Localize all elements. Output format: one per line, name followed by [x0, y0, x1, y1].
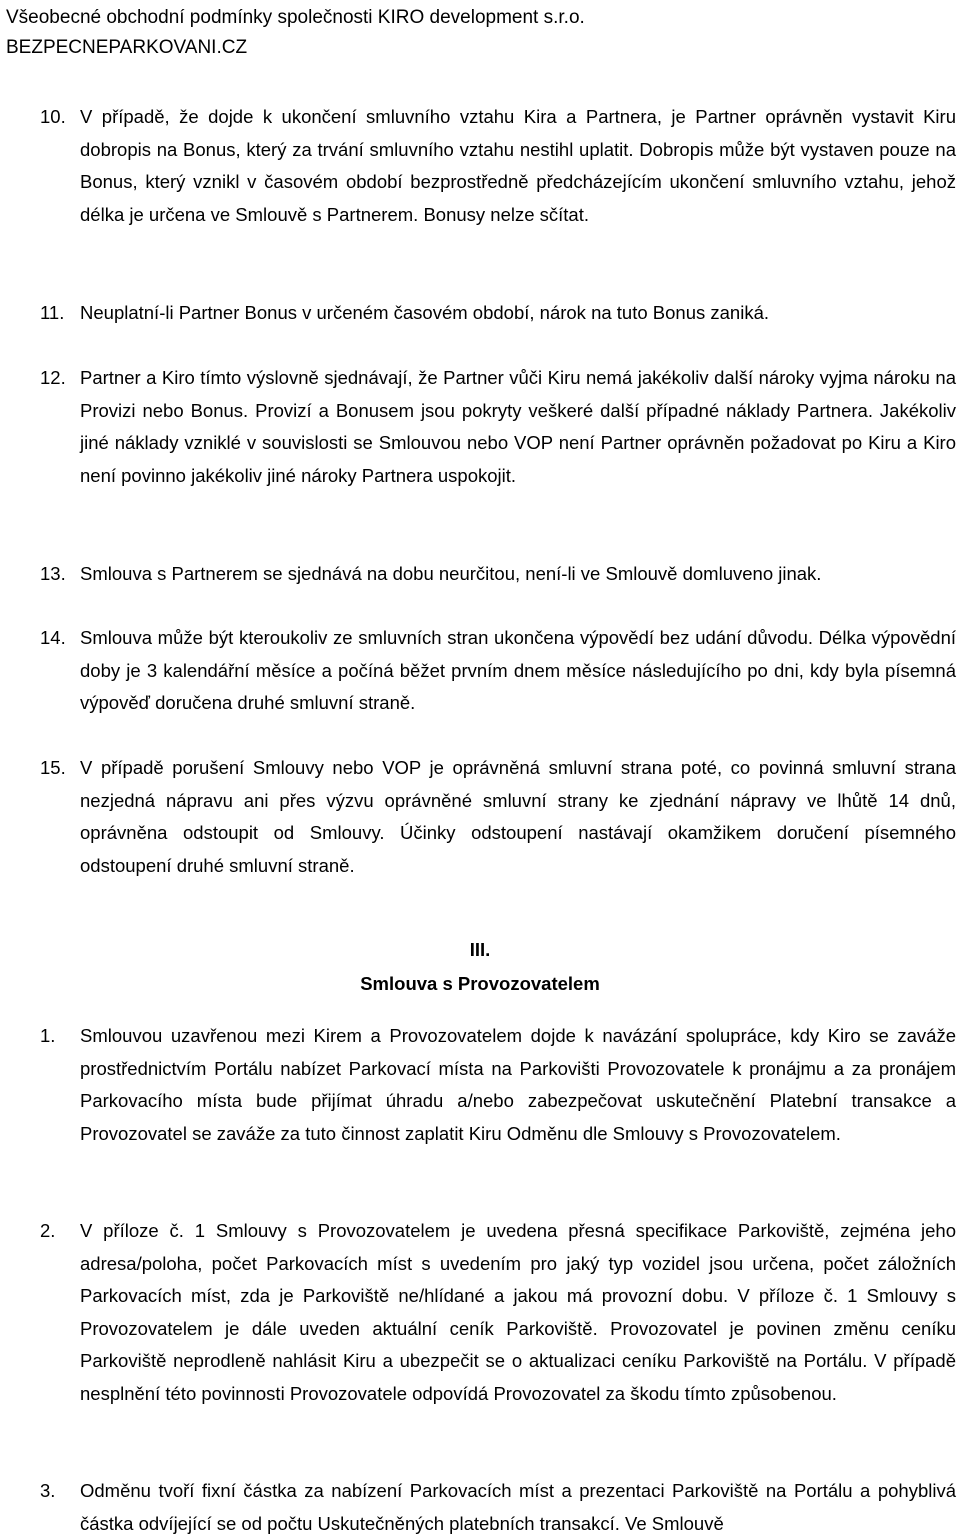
clause-text: V případě porušení Smlouvy nebo VOP je oprávněná smluvní strana poté, co povinná smluvní strana nezjedná nápravu ani přes výzvu oprávněné smluvní strany ke zjednání nápravy ve lhůtě 14 dnů, oprávněna odstoupit od Smlouvy. Účinky odstoupení nastávají okamžikem doručení písemného odstoupení druhé smluvní straně.: [80, 757, 956, 876]
clause-13: [40, 558, 956, 591]
clause-14: [40, 622, 956, 720]
section-title: Smlouva s Provozovatelem: [360, 973, 600, 994]
clause-15: [40, 752, 956, 882]
clause-number: 15.: [40, 757, 66, 778]
header-title: Všeobecné obchodní podmínky společnosti KIRO development s.r.o.: [6, 7, 585, 28]
section-numeral: III.: [469, 939, 491, 960]
section-heading: [0, 933, 960, 1001]
clause-text: Smlouva s Partnerem se sjednává na dobu neurčitou, není-li ve Smlouvě domluveno jinak.: [80, 563, 822, 584]
clause-number: 12.: [40, 367, 66, 388]
header-subtitle: BEZPECNEPARKOVANI.CZ: [6, 37, 248, 58]
clause-text: Odměnu tvoří fixní částka za nabízení Parkovacích míst a prezentaci Parkoviště na Portálu a pohyblivá částka odvíjející se od počtu Uskutečněných platebních transakcí. Ve Smlouvě: [80, 1480, 956, 1534]
clause-number: 13.: [40, 563, 66, 584]
clause-number: 1.: [40, 1025, 56, 1046]
clause-number: 3.: [40, 1480, 56, 1501]
clause-12: [40, 362, 956, 492]
clause-11: [40, 297, 956, 330]
document-header: [6, 3, 585, 63]
clause-text: V příloze č. 1 Smlouvy s Provozovatelem je uvedena přesná specifikace Parkoviště, zejména jeho adresa/poloha, počet Parkovacích míst s uvedením pro jaký typ vozidel jsou určena, počet záložních Parkovacích míst, zda je Parkoviště ne/hlídané a jakou má provozní dobu. V příloze č. 1 Smlouvy s Provozovatelem je dále uveden aktuální ceník Parkoviště. Provozovatel je povinen změnu ceníku Parkoviště neprodleně nahlásit Kiru a ubezpečit se o aktualizaci ceníku Parkoviště na Portálu. V případě nesplnění této povinnosti Provozovatele odpovídá Provozovatel za škodu tímto způsobenou.: [80, 1220, 956, 1404]
clause-number: 14.: [40, 627, 66, 648]
section3-clause-3: [40, 1475, 956, 1540]
clause-number: 10.: [40, 106, 66, 127]
clause-number: 2.: [40, 1220, 56, 1241]
clause-number: 11.: [40, 302, 65, 323]
clause-text: Neuplatní-li Partner Bonus v určeném časovém období, nárok na tuto Bonus zaniká.: [80, 302, 769, 323]
clause-text: Smlouva může být kteroukoliv ze smluvních stran ukončena výpovědí bez udání důvodu. Délka výpovědní doby je 3 kalendářní měsíce a počíná běžet prvním dnem měsíce následujícího po dni, kdy byla písemná výpověď doručena druhé smluvní straně.: [80, 627, 956, 714]
clause-text: Partner a Kiro tímto výslovně sjednávají, že Partner vůči Kiru nemá jakékoliv další nároky vyjma nároku na Provizi nebo Bonus. Provizí a Bonusem jsou pokryty veškeré další případné náklady Partnera. Jakékoliv jiné náklady vzniklé v souvislosti se Smlouvou nebo VOP není Partner oprávněn požadovat po Kiru a Kiro není povinno jakékoliv jiné nároky Partnera uspokojit.: [80, 367, 956, 486]
section3-clause-1: [40, 1020, 956, 1150]
clause-text: V případě, že dojde k ukončení smluvního vztahu Kira a Partnera, je Partner oprávněn vystavit Kiru dobropis na Bonus, který za trvání smluvního vztahu nestihl uplatit. Dobropis může být vystaven pouze na Bonus, který vznikl v časovém období bezprostředně předcházejícím ukončení smluvního vztahu, jehož délka je určena ve Smlouvě s Partnerem. Bonusy nelze sčítat.: [80, 106, 956, 225]
clause-10: [40, 101, 956, 231]
section3-clause-2: [40, 1215, 956, 1411]
clause-text: Smlouvou uzavřenou mezi Kirem a Provozovatelem dojde k navázání spolupráce, kdy Kiro se zaváže prostřednictvím Portálu nabízet Parkovací místa na Parkovišti Provozovatele k pronájmu a za pronájem Parkovacího místa bude přijímat úhradu a/nebo zabezpečovat uskutečnění Platební transakce a Provozovatel se zaváže za tuto činnost zaplatit Kiru Odměnu dle Smlouvy s Provozovatelem.: [80, 1025, 956, 1144]
